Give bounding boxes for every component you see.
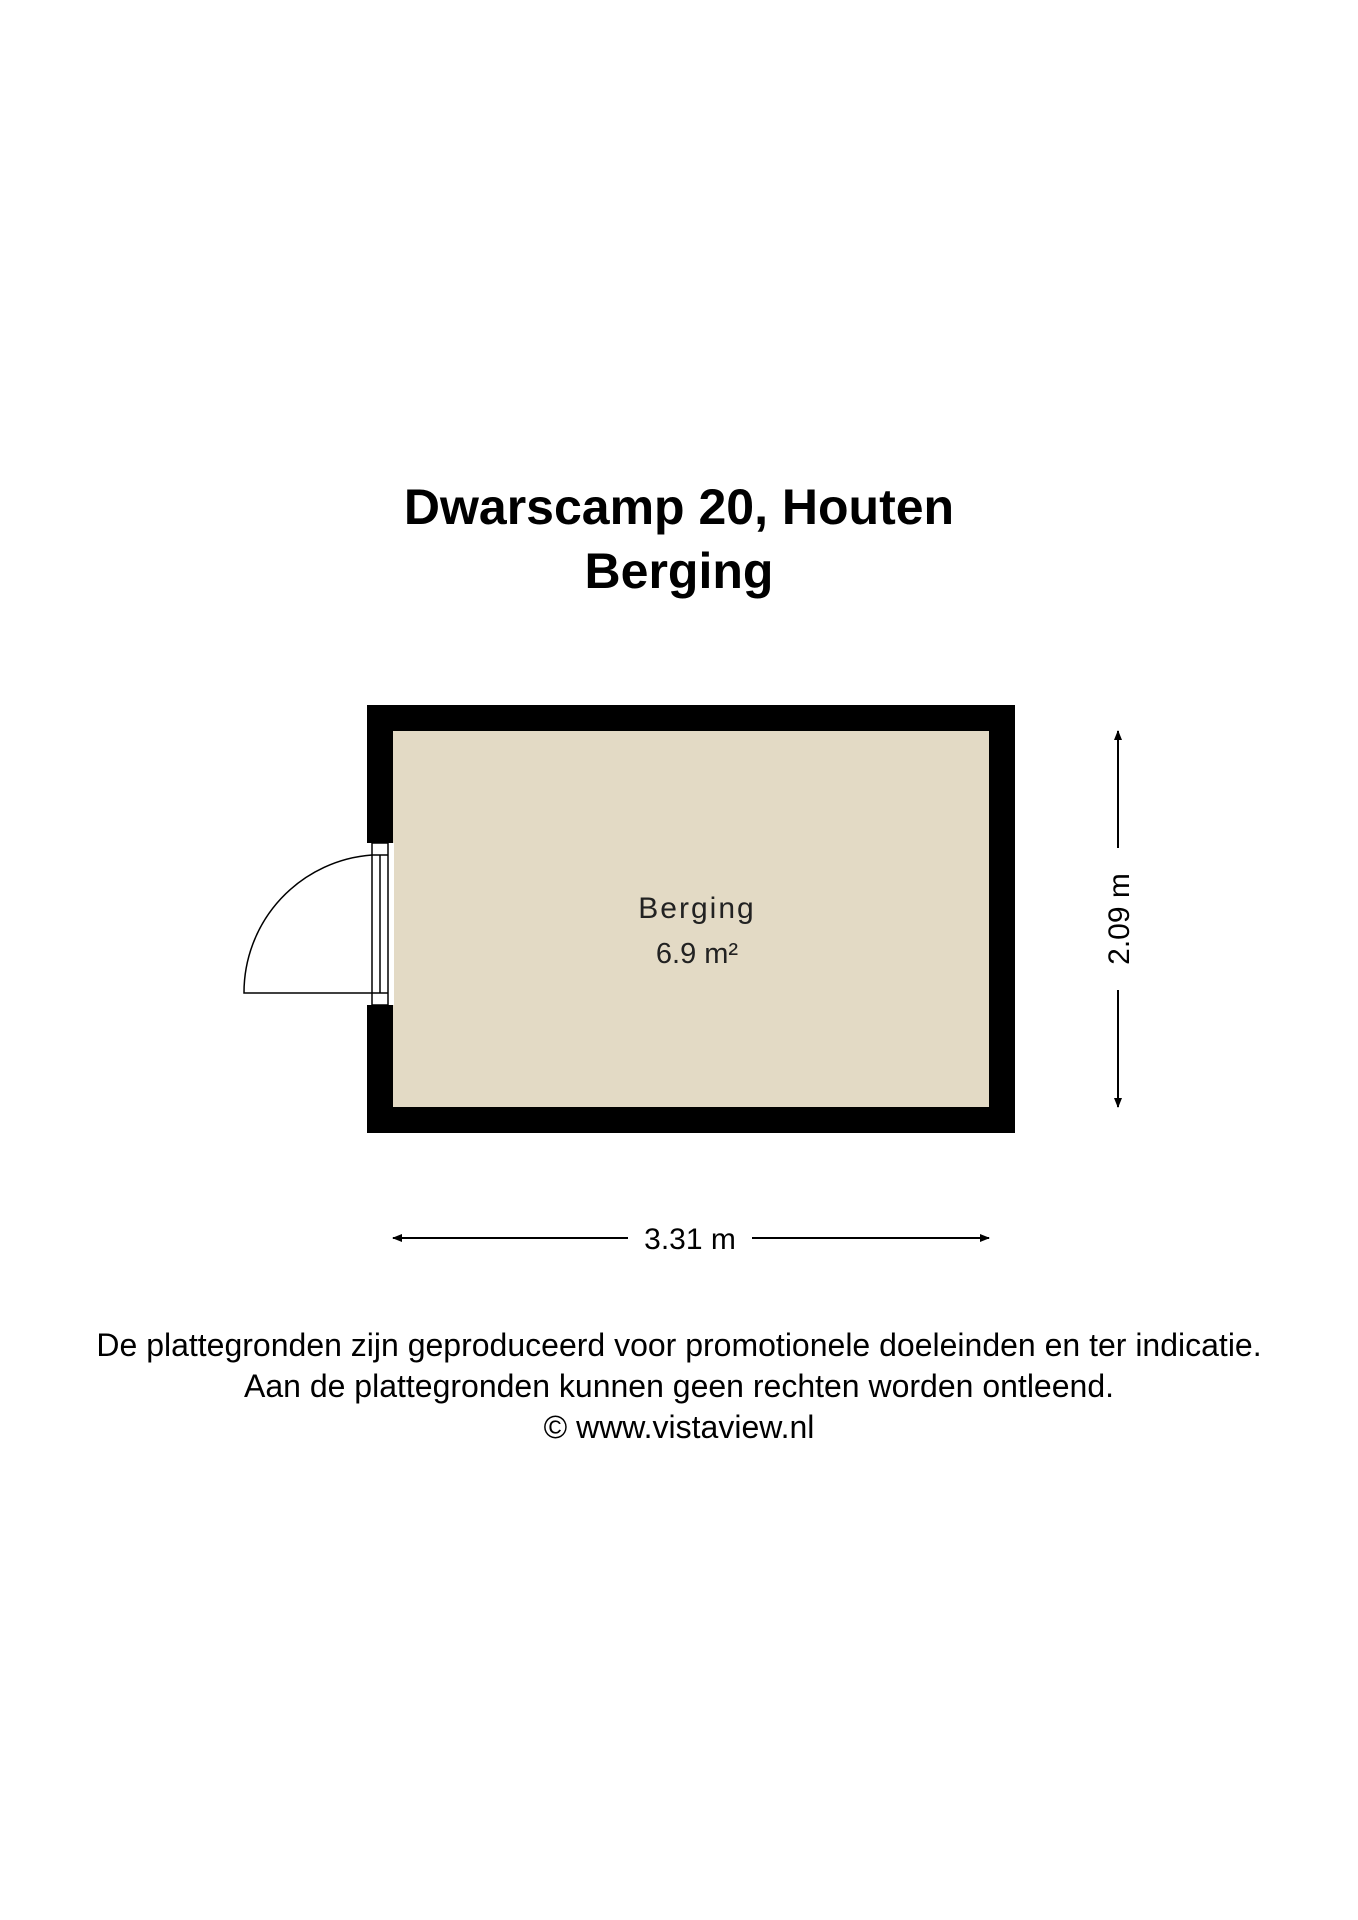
- copyright-line: © www.vistaview.nl: [543, 1409, 815, 1445]
- disclaimer-line-1: De plattegronden zijn geproduceerd voor promotionele doeleinden en ter indicatie.: [96, 1327, 1262, 1363]
- width-dimension-label: 3.31 m: [644, 1223, 736, 1256]
- address-title: Dwarscamp 20, Houten: [403, 479, 955, 535]
- room-area-label: 6.9 m²: [655, 938, 739, 970]
- disclaimer-line-2: Aan de plattegronden kunnen geen rechten worden ontleend.: [243, 1368, 1114, 1404]
- floor-title: Berging: [584, 543, 774, 599]
- room-name-label: Berging: [638, 892, 756, 925]
- height-dimension-label: 2.09 m: [1103, 873, 1136, 965]
- door-swing-icon: [244, 855, 372, 993]
